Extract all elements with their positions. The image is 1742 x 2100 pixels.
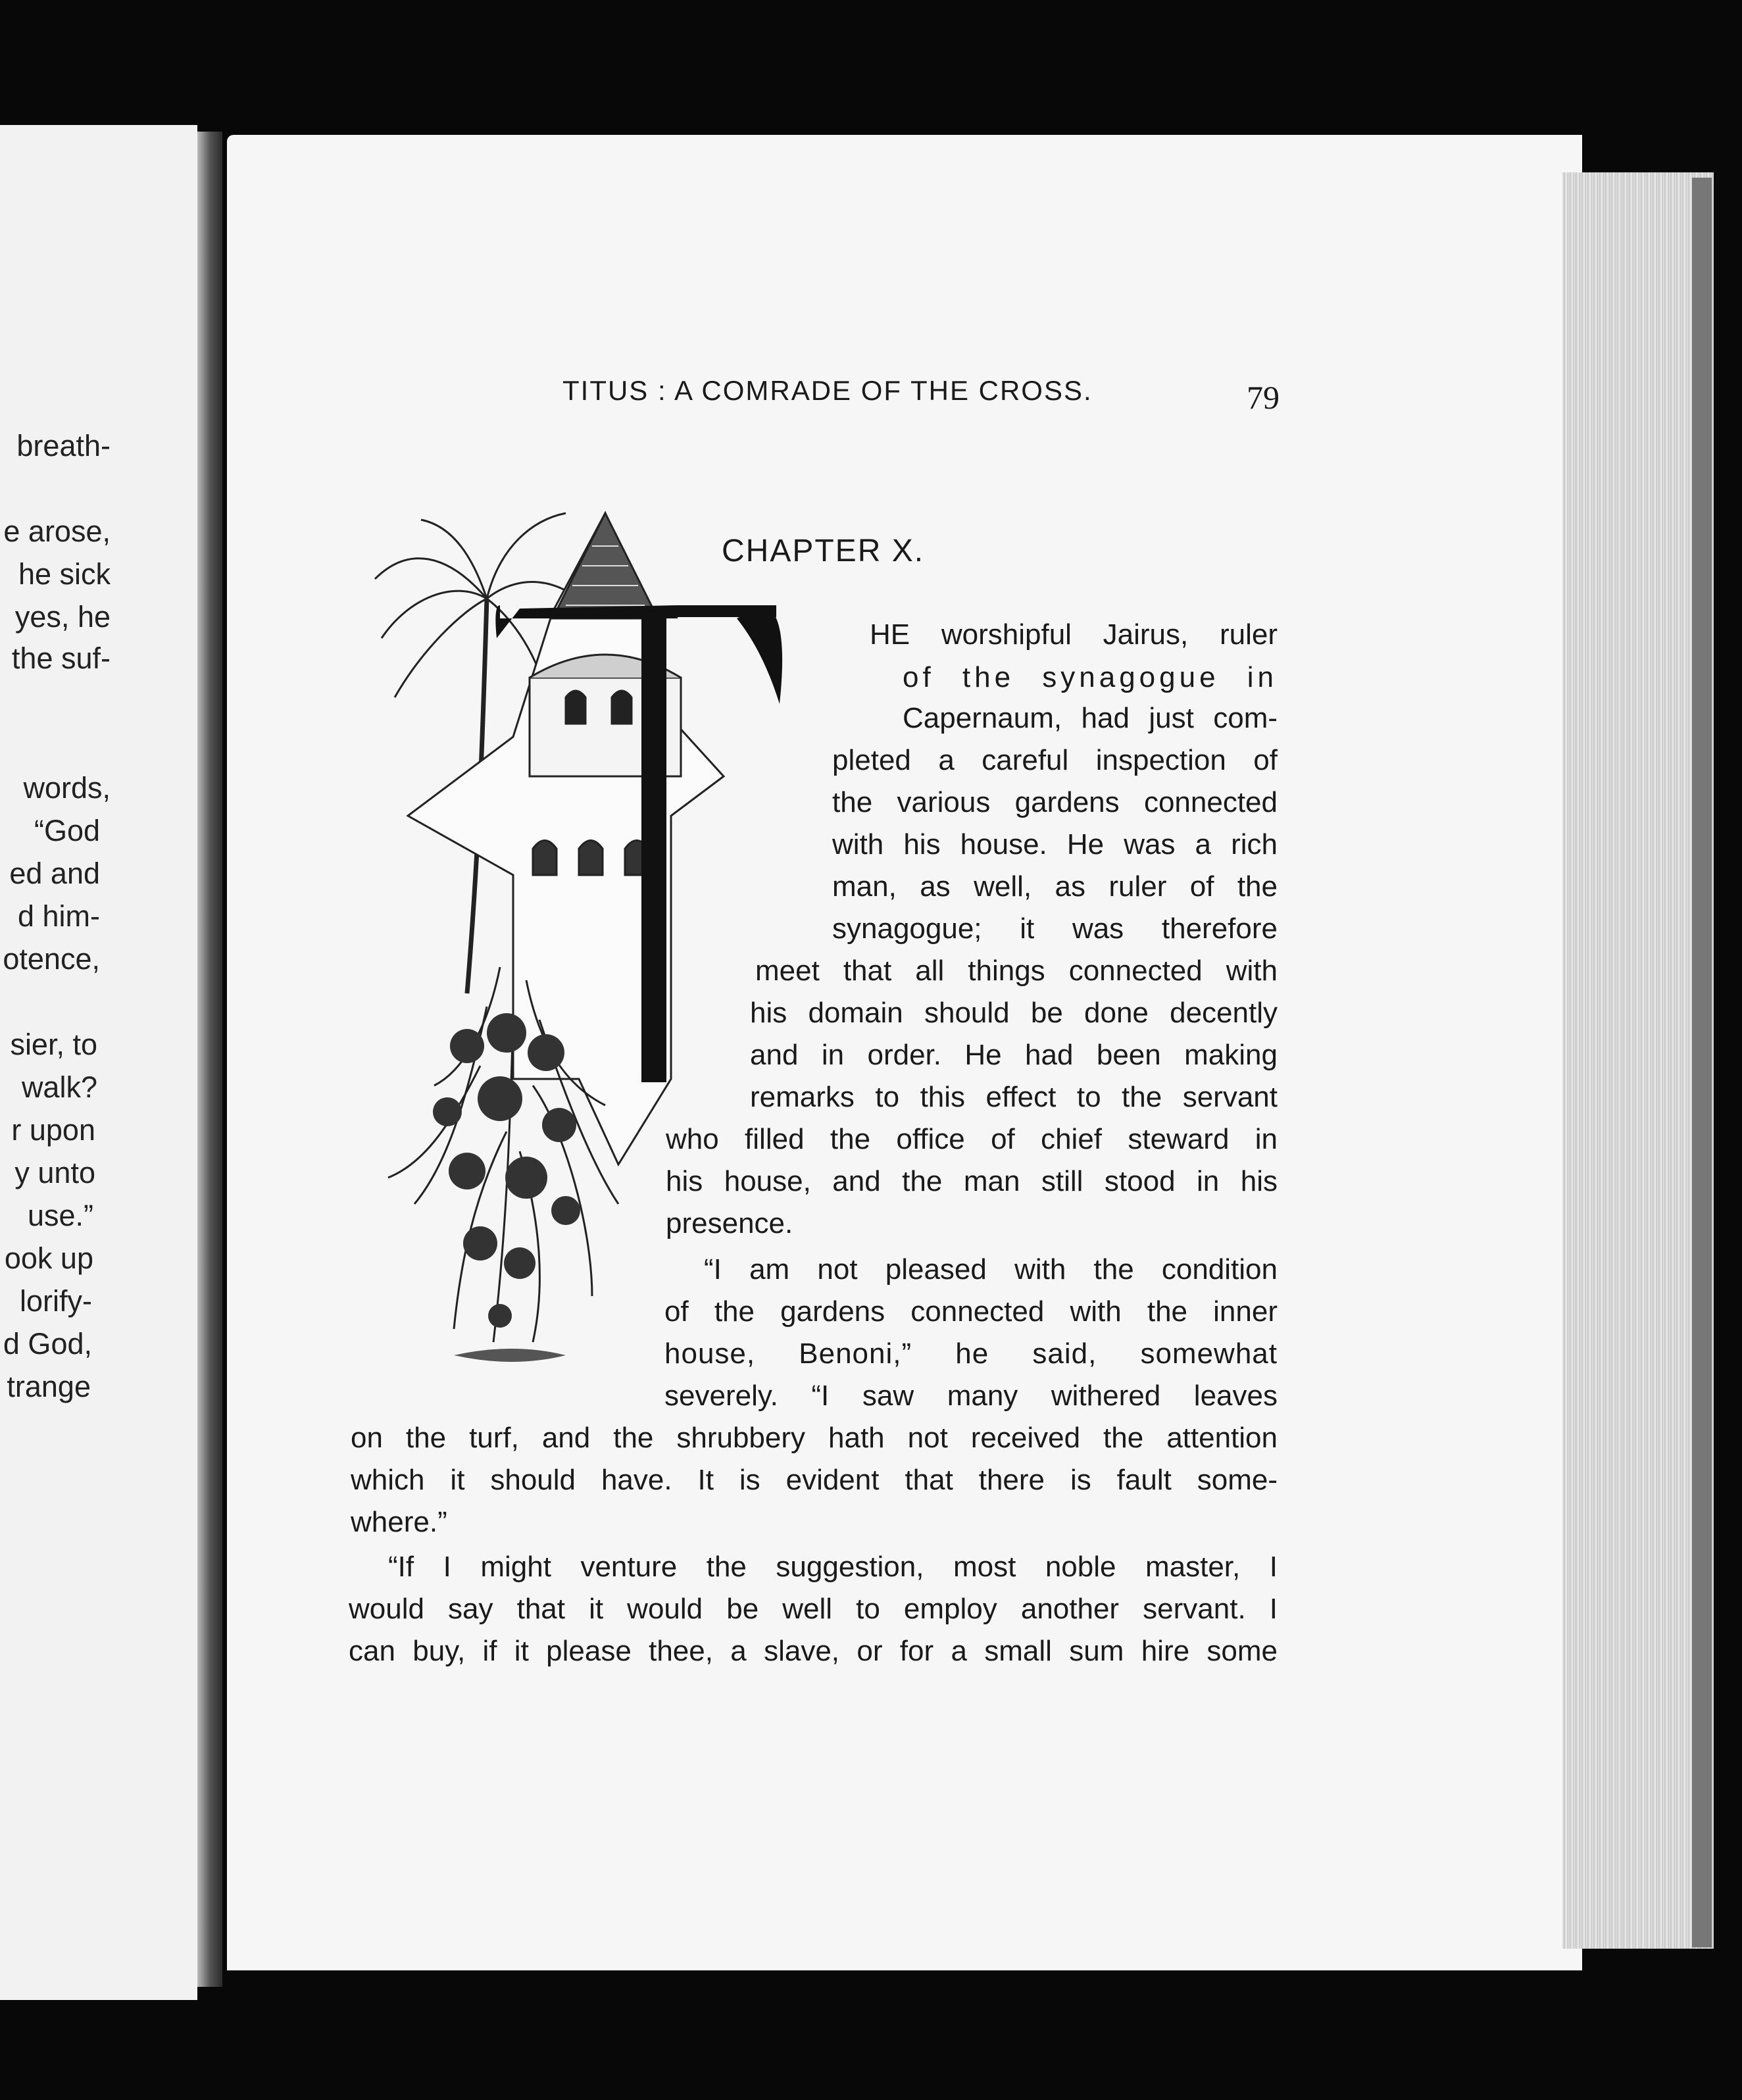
page-number: 79	[1247, 379, 1280, 416]
body-text-line: on the turf, and the shrubbery hath not received the attention	[351, 1422, 1278, 1454]
body-text-line: pleted a careful inspection of	[832, 744, 1278, 776]
body-text-line: which it should have. It is evident that there is fault some-	[351, 1464, 1278, 1496]
body-text-line: Capernaum, had just com-	[903, 702, 1278, 734]
body-text-line: would say that it would be well to employ another servant. I	[349, 1593, 1278, 1625]
body-text-line: his house, and the man still stood in his	[666, 1165, 1278, 1197]
left-line: sier, to	[10, 1028, 97, 1061]
body-text-line: man, as well, as ruler of the	[832, 870, 1278, 903]
chapter-title: CHAPTER X.	[722, 534, 925, 568]
left-line: y unto	[14, 1156, 95, 1189]
body-text-line: severely. “I saw many withered leaves	[664, 1380, 1278, 1412]
left-line: he sick	[18, 557, 111, 591]
left-line: “God	[34, 814, 100, 847]
left-line: otence,	[3, 942, 100, 976]
left-line: walk?	[21, 1070, 97, 1104]
body-text-line: “If I might venture the suggestion, most noble master, I	[388, 1551, 1278, 1583]
body-text-line: can buy, if it please thee, a slave, or for a small sum hire some	[349, 1635, 1278, 1667]
left-line: breath-	[16, 429, 111, 463]
body-text-line: where.”	[351, 1506, 447, 1538]
left-gutter	[197, 132, 222, 1987]
body-text-line: of the gardens connected with the inner	[664, 1295, 1278, 1328]
body-text-line: with his house. He was a rich	[832, 828, 1278, 861]
body-text-line: presence.	[666, 1207, 793, 1239]
ground	[454, 1349, 566, 1362]
left-line: the suf-	[11, 641, 111, 675]
body-text-line: his domain should be done decently	[750, 997, 1278, 1029]
body-text-line: synagogue; it was therefore	[832, 913, 1278, 945]
page-edge-shadow	[1692, 178, 1712, 1947]
left-line: use.”	[27, 1199, 93, 1232]
body-text-line: remarks to this effect to the servant	[750, 1081, 1278, 1113]
running-head: TITUS : A COMRADE OF THE CROSS.	[562, 375, 1093, 406]
page-edges	[1562, 172, 1714, 1949]
body-text-line: of the synagogue in	[903, 661, 1278, 693]
body-text-line: HE worshipful Jairus, ruler	[870, 618, 1278, 651]
left-line: d God,	[3, 1327, 92, 1361]
left-line: trange	[7, 1370, 91, 1403]
body-text-line: who filled the office of chief steward in	[666, 1123, 1278, 1155]
body-text-line: “I am not pleased with the condition	[704, 1253, 1278, 1286]
body-text-line: the various gardens connected	[832, 786, 1278, 818]
body-text-line: house, Benoni,” he said, somewhat	[664, 1338, 1278, 1370]
left-line: r upon	[11, 1113, 95, 1147]
left-line: lorify-	[20, 1284, 92, 1318]
left-line: d him-	[17, 899, 100, 933]
body-text-line: and in order. He had been making	[750, 1039, 1278, 1071]
left-line: ed and	[9, 857, 100, 890]
left-line: yes, he	[14, 600, 111, 634]
left-line: words,	[23, 771, 111, 805]
left-line: ook up	[4, 1241, 93, 1275]
body-text-line: meet that all things connected with	[755, 955, 1278, 987]
left-line: e arose,	[3, 514, 111, 548]
